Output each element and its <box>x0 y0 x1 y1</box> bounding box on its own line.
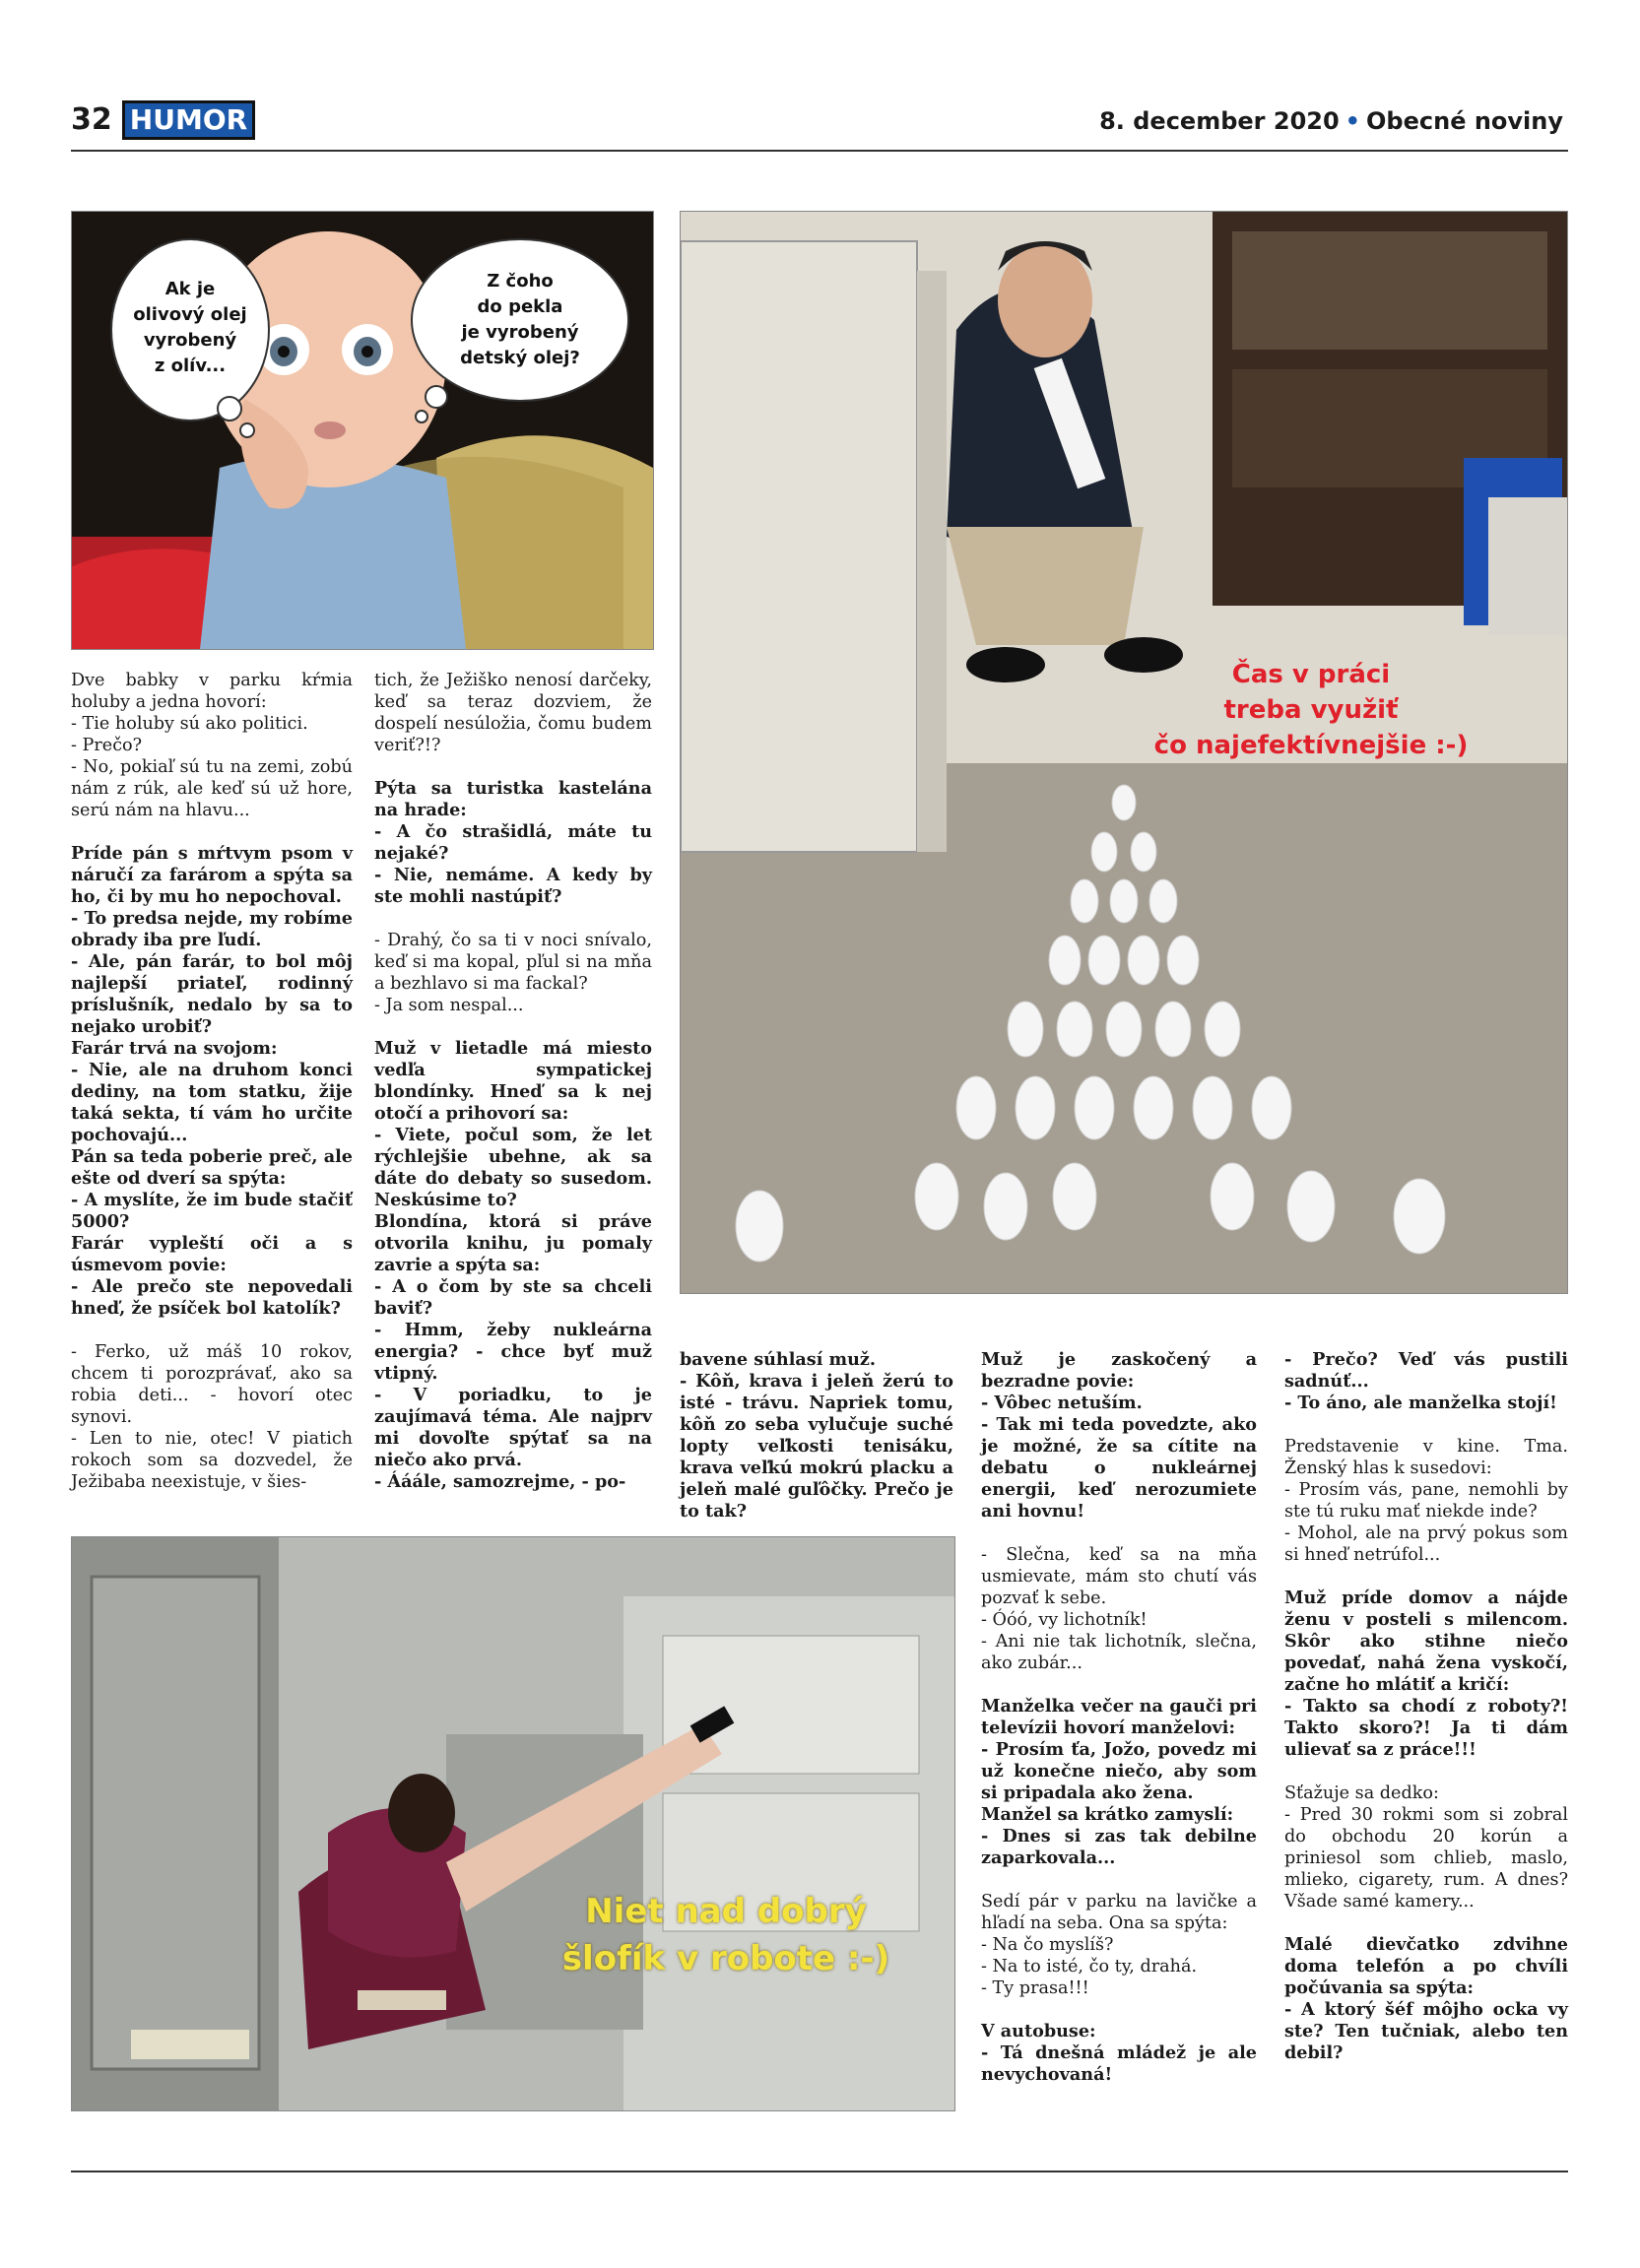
page-number: 32 <box>71 102 112 137</box>
publication-name: Obecné noviny <box>1366 107 1563 135</box>
article-paragraph: - Vôbec netuším. <box>981 1393 1143 1413</box>
article-paragraph: bavene súhlasí muž. <box>680 1349 877 1370</box>
issue-line <box>1099 106 1563 136</box>
article-paragraph: - Ty prasa!!! <box>981 1978 1089 1998</box>
article-paragraph: - Pred 30 rokmi som si zobral do obchodu 20 korún a priniesol som chlieb, maslo, mlieko, cigarety, rum. A dnes? Všade samé kamery... <box>1284 1805 1568 1912</box>
baby-bubble-left <box>116 277 264 379</box>
paragraph-gap <box>1284 1912 1568 1934</box>
article-paragraph: - Na to isté, čo ty, drahá. <box>981 1957 1198 1976</box>
bubble-right-line: je vyrobený <box>461 322 579 343</box>
article-paragraph: - Viete, počul som, že let rýchlejšie ubehne, ak sa dáte do debaty so susedom. Neskúsime to? <box>374 1125 652 1210</box>
article-paragraph: Sedí pár v parku na lavičke a hľadí na seba. Ona sa spýta: <box>981 1892 1257 1933</box>
baby-bubble-right <box>436 269 604 371</box>
bubble-right-line: do pekla <box>477 296 563 317</box>
article-paragraph: - Ferko, už máš 10 rokov, chcem ti porozprávať, ako sa robia deti... - hovorí otec synovi. <box>71 1342 353 1427</box>
article-paragraph: - Prosím vás, pane, nemohli by ste tú ruku mať niekde inde? <box>1284 1480 1568 1522</box>
paragraph-gap <box>1284 1566 1568 1588</box>
article-paragraph: tich, že Ježiško nenosí darčeky, keď sa teraz dozviem, že dospelí nesúložia, čomu budem veriť?!? <box>374 671 652 755</box>
article-paragraph: - Tak mi teda povedzte, ako je možné, že sa cítite na debatu o nukleárnej energii, keď nerozumiete ani hovnu! <box>981 1414 1257 1522</box>
office-caption <box>1104 657 1518 763</box>
section-label: HUMOR <box>122 100 255 140</box>
paragraph-gap <box>981 1999 1257 2021</box>
paragraph-gap <box>1284 1761 1568 1782</box>
paragraph-gap <box>71 1320 353 1341</box>
article-paragraph: - A myslíte, že im bude stačiť 5000? <box>71 1190 353 1232</box>
article-paragraph: - Óóó, vy lichotník! <box>981 1610 1148 1630</box>
office-photo <box>680 211 1568 1294</box>
article-paragraph: Farár vypleští oči a s úsmevom povie: <box>71 1233 353 1275</box>
footer-rule <box>71 2171 1568 2172</box>
article-paragraph: - To áno, ale manželka stojí! <box>1284 1393 1557 1413</box>
separator-dot: • <box>1345 107 1361 135</box>
article-paragraph: Predstavenie v kine. Tma. Ženský hlas k susedovi: <box>1284 1437 1568 1478</box>
article-paragraph: - Nie, nemáme. A kedy by ste mohli nastúpiť? <box>374 865 652 907</box>
article-paragraph: - Len to nie, otec! V piatich rokoch som sa dozvedel, že Ježibaba neexistuje, v šies- <box>71 1429 353 1492</box>
article-paragraph: - Ale, pán farár, to bol môj najlepší priateľ, rodinný príslušník, nedalo by sa to nejako urobiť? <box>71 951 353 1037</box>
issue-date: 8. december 2020 <box>1099 107 1340 135</box>
bubble-left-line: Ak je <box>164 279 216 299</box>
flight-illustration <box>72 1537 954 2110</box>
article-paragraph: - Takto sa chodí z roboty?! Takto skoro?! Ja ti dám ulievať sa z práce!!! <box>1284 1696 1568 1760</box>
paragraph-gap <box>981 1674 1257 1696</box>
paragraph-gap <box>374 1016 652 1038</box>
bubble-left-line: olivový olej <box>133 304 247 325</box>
bubble-right-line: Z čoho <box>487 271 554 292</box>
article-paragraph: - Slečna, keď sa na mňa usmievate, mám sto chutí vás pozvať k sebe. <box>981 1545 1257 1608</box>
article-paragraph: Sťažuje sa dedko: <box>1284 1783 1439 1803</box>
article-paragraph: - Drahý, čo sa ti v noci snívalo, keď si ma kopal, pľul si na mňa a bezhlavo si ma fackal? <box>374 931 652 994</box>
article-paragraph: Pýta sa turistka kastelána na hrade: <box>374 778 652 820</box>
article-paragraph: V autobuse: <box>981 2021 1096 2041</box>
paragraph-gap <box>374 908 652 930</box>
article-paragraph: - To predsa nejde, my robíme obrady iba pre ľudí. <box>71 908 353 950</box>
article-paragraph: - A čo strašidlá, máte tu nejaké? <box>374 821 652 864</box>
bubble-right-line: detský olej? <box>460 348 580 368</box>
office-caption-line: Čas v práci <box>1231 660 1391 689</box>
article-paragraph: - Ani nie tak lichotník, slečna, ako zubár... <box>981 1632 1257 1673</box>
article-paragraph: - Ale prečo ste nepovedali hneď, že psíček bol katolík? <box>71 1276 353 1319</box>
office-caption-line: čo najefektívnejšie :-) <box>1153 731 1469 760</box>
article-paragraph: - Prosím ťa, Jožo, povedz mi už konečne niečo, aby som si pripadala ako žena. <box>981 1739 1257 1803</box>
bubble-left-line: vyrobený <box>143 330 237 351</box>
article-paragraph: - Mohol, ale na prvý pokus som si hneď netrúfol... <box>1284 1523 1568 1565</box>
article-column-3 <box>680 1349 953 1523</box>
article-paragraph: - Tie holuby sú ako politici. <box>71 714 308 734</box>
paragraph-gap <box>71 821 353 843</box>
article-paragraph: Farár trvá na svojom: <box>71 1038 278 1059</box>
paragraph-gap <box>374 756 652 778</box>
baby-photo <box>71 211 654 650</box>
article-paragraph: - A ktorý šéf môjho ocka vy ste? Ten tučniak, alebo ten debil? <box>1284 1999 1568 2063</box>
article-paragraph: - No, pokiaľ sú tu na zemi, zobú nám z rúk, ale keď sú už hore, serú nám na hlavu... <box>71 757 353 820</box>
flight-caption-line: Niet nad dobrý <box>585 1892 867 1931</box>
article-column-5 <box>1284 1349 1568 2064</box>
article-paragraph: - V poriadku, to je zaujímavá téma. Ale najprv mi dovoľte spýtať sa na niečo ako prvá. <box>374 1385 652 1470</box>
article-paragraph: - Kôň, krava i jeleň žerú to isté - trávu. Napriek tomu, kôň zo seba vylučuje suché lopty veľkosti tenisáku, krava veľkú mokrú placku a jeleň malé guľôčky. Prečo je to tak? <box>680 1371 953 1522</box>
article-paragraph: Dve babky v parku kŕmia holuby a jedna hovorí: <box>71 671 353 712</box>
paragraph-gap <box>1284 1414 1568 1436</box>
article-column-4 <box>981 1349 1257 2086</box>
flight-caption-line: šlofík v robote :-) <box>561 1939 890 1978</box>
article-paragraph: - Nie, ale na druhom konci dediny, na tom statku, žije taká sekta, tí vám ho určite pochovajú... <box>71 1060 353 1145</box>
article-paragraph: - Ja som nespal... <box>374 996 524 1015</box>
paragraph-gap <box>981 1869 1257 1891</box>
article-column-1 <box>71 670 353 1493</box>
bubble-left-line: z olív... <box>154 356 227 376</box>
paragraph-gap <box>981 1523 1257 1544</box>
article-paragraph: Muž v lietadle má miesto vedľa sympatickej blondínky. Hneď sa k nej otočí a prihovorí sa: <box>374 1038 652 1124</box>
article-paragraph: - Prečo? <box>71 736 143 755</box>
article-paragraph: - Na čo myslíš? <box>981 1935 1114 1955</box>
article-paragraph: Pán sa teda poberie preč, ale ešte od dverí sa spýta: <box>71 1146 353 1189</box>
article-paragraph: Blondína, ktorá si práve otvorila knihu, ju pomaly zavrie a spýta sa: <box>374 1211 652 1275</box>
article-paragraph: Malé dievčatko zdvihne doma telefón a po chvíli počúvania sa spýta: <box>1284 1934 1568 1998</box>
article-paragraph: - Prečo? Veď vás pustili sadnúť... <box>1284 1349 1568 1392</box>
article-column-2 <box>374 670 652 1493</box>
office-caption-line: treba využiť <box>1223 695 1399 725</box>
flight-caption <box>539 1888 913 1982</box>
article-paragraph: Manželka večer na gauči pri televízii hovorí manželovi: <box>981 1696 1257 1738</box>
article-paragraph: Muž je zaskočený a bezradne povie: <box>981 1349 1257 1392</box>
article-paragraph: - Ááále, samozrejme, - po- <box>374 1471 626 1492</box>
article-paragraph: - Hmm, žeby nukleárna energia? - chce byť muž vtipný. <box>374 1320 652 1384</box>
article-paragraph: Muž príde domov a nájde ženu v posteli s milencom. Skôr ako stihne niečo povedať, nahá žena vyskočí, začne ho mlátiť a kričí: <box>1284 1588 1568 1695</box>
header-rule <box>71 150 1568 152</box>
article-paragraph: - Dnes si zas tak debilne zaparkovala... <box>981 1826 1257 1868</box>
article-paragraph: Príde pán s mŕtvym psom v náručí za farárom a spýta sa ho, či by mu ho nepochoval. <box>71 843 353 907</box>
article-paragraph: - A o čom by ste sa chceli baviť? <box>374 1276 652 1319</box>
article-paragraph: - Tá dnešná mládež je ale nevychovaná! <box>981 2042 1257 2085</box>
article-paragraph: Manžel sa krátko zamyslí: <box>981 1804 1234 1825</box>
flight-photo <box>71 1536 955 2111</box>
